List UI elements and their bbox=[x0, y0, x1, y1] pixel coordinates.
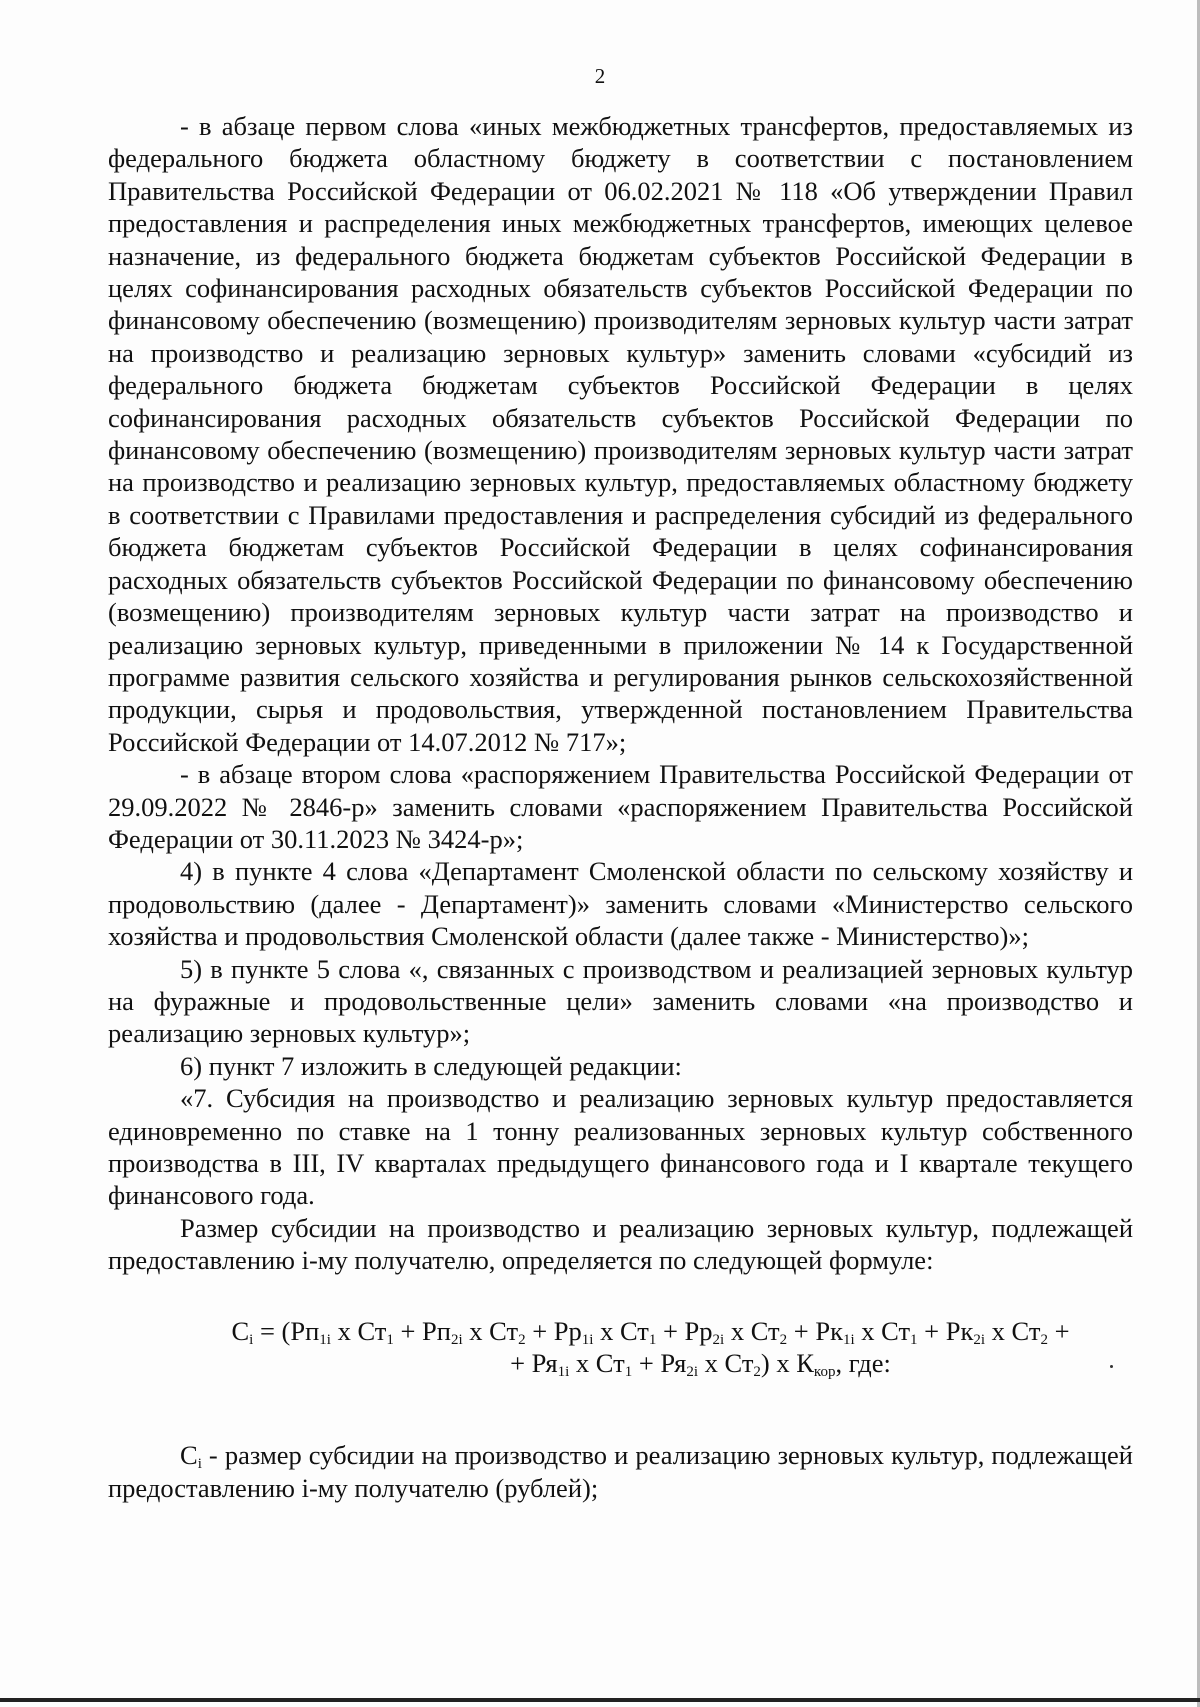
formula-line-1-text: + Рк bbox=[917, 1315, 974, 1346]
formula-line-2-terms bbox=[510, 1348, 891, 1381]
formula-line-1-subscript: 2 bbox=[779, 1331, 788, 1348]
subsidy-formula bbox=[108, 1315, 1133, 1380]
definition-symbol-subscript: i bbox=[197, 1456, 202, 1473]
formula-line-1-subscript: 1i bbox=[581, 1331, 594, 1348]
formula-line-1-text: + bbox=[1047, 1315, 1070, 1346]
formula-line-2-text: + Ря bbox=[510, 1348, 558, 1379]
formula-line-1-subscript: 2i bbox=[712, 1331, 725, 1348]
formula-line-1-text: x Ст bbox=[854, 1315, 911, 1346]
formula-line-1-text: = (Рп bbox=[253, 1315, 320, 1346]
formula-line-1-terms bbox=[253, 1316, 1069, 1346]
formula-line-1-text: x Ст bbox=[330, 1315, 387, 1346]
formula-line-2-subscript: 2 bbox=[753, 1364, 761, 1381]
formula-line-1-subscript: 2i bbox=[973, 1331, 986, 1348]
formula-line-2-text: x Ст bbox=[698, 1348, 754, 1379]
paragraph-item-7: «7. Субсидия на производство и реализацию зерновых культур предоставляется единовременно по ставке на 1 тонну реализованных зерновых культур собственного производства в III, IV кварталах предыдущего финансового года и I квартале текущего финансового года. bbox=[108, 1083, 1133, 1211]
formula-line-1-subscript: 1 bbox=[648, 1331, 657, 1348]
formula-line-1-text: x Ст bbox=[462, 1315, 519, 1346]
formula-line-1-text: x Ст bbox=[985, 1315, 1041, 1346]
formula-line-2-text: , где: bbox=[835, 1348, 891, 1379]
definition-text: - размер субсидии на производство и реализацию зерновых культур, подлежащей предоставлению i-му получателю (рублей); bbox=[108, 1440, 1133, 1503]
paragraph-1: - в абзаце первом слова «иных межбюджетных трансфертов, предоставляемых из федерального бюджета областному бюджету в соответствии с постановлением Правительства Российской Федерации от 06.02.2021 № 118 «Об утверждении Правил предоставления и распределения иных межбюджетных трансфертов, имеющих целевое назначение, из федерального бюджета бюджетам субъектов Российской Федерации в целях софинансирования расходных обязательств субъектов Российской Федерации по финансовому обеспечению (возмещению) производителям зерновых культур части затрат на производство и реализацию зерновых культур» заменить словами «субсидий из федерального бюджета бюджетам субъектов Российской Федерации в целях софинансирования расходных обязательств субъектов Российской Федерации по финансовому обеспечению (возмещению) производителям зерновых культур части затрат на производство и реализацию зерновых культур, предоставляемых областному бюджету в соответствии с Правилами предоставления и распределения субсидий из федерального бюджета бюджетам субъектов Российской Федерации в целях софинансирования расходных обязательств субъектов Российской Федерации по финансовому обеспечению (возмещению) производителям зерновых культур части затрат на производство и реализацию зерновых культур, приведенными в приложении № 14 к Государственной программе развития сельского хозяйства и регулирования рынков сельскохозяйственной продукции, сырья и продовольствия, утвержденной постановлением Правительства Российской Федерации от 14.07.2012 № 717»; bbox=[108, 111, 1133, 757]
formula-line-2-subscript: 1 bbox=[624, 1364, 633, 1381]
formula-line-1-subscript: 1 bbox=[386, 1331, 394, 1348]
formula-line-2 bbox=[108, 1347, 1133, 1379]
formula-line-1-text: + Рр bbox=[525, 1315, 582, 1346]
formula-line-1-text: + Рр bbox=[656, 1315, 713, 1346]
formula-line-2-subscript: кор bbox=[813, 1364, 836, 1381]
formula-line-1-text: x Ст bbox=[724, 1315, 780, 1346]
scan-speck bbox=[1110, 1365, 1113, 1368]
paragraph-2: - в абзаце втором слова «распоряжением Правительства Российской Федерации от 29.09.2022 № 2846-р» заменить словами «распоряжением Правительства Российской Федерации от 30.11.2023 № 3424-р»; bbox=[108, 759, 1133, 854]
formula-line-1-subscript: 2i bbox=[450, 1331, 463, 1348]
formula-line-1-subscript: 2 bbox=[1040, 1331, 1048, 1348]
formula-line-1-text: + Рк bbox=[787, 1315, 843, 1346]
formula-lhs-subscript: i bbox=[249, 1331, 254, 1348]
formula-line-1-subscript: 1i bbox=[842, 1331, 855, 1348]
formula-lhs: C bbox=[231, 1315, 250, 1346]
formula-line-2-subscript: 2i bbox=[686, 1364, 698, 1381]
paragraph-formula-intro: Размер субсидии на производство и реализацию зерновых культур, подлежащей предоставлению i-му получателю, определяется по следующей формуле: bbox=[108, 1212, 1133, 1276]
formula-line-1-text: x Ст bbox=[593, 1315, 649, 1346]
formula-line-1-subscript: 2 bbox=[518, 1331, 526, 1348]
formula-line-2-text: x Ст bbox=[569, 1348, 625, 1379]
definition-symbol: C bbox=[180, 1440, 198, 1471]
formula-line-2-text: + Ря bbox=[632, 1348, 687, 1379]
formula-line-1 bbox=[108, 1315, 1133, 1347]
definition-ci bbox=[108, 1439, 1133, 1504]
formula-line-1-text: + Рп bbox=[393, 1315, 451, 1346]
formula-line-2-text: ) x К bbox=[760, 1348, 814, 1379]
paragraph-item-6: 6) пункт 7 изложить в следующей редакции: bbox=[180, 1050, 682, 1081]
page-number: 2 bbox=[594, 64, 606, 88]
scan-bottom-line bbox=[0, 1698, 1200, 1702]
paragraph-item-4: 4) в пункте 4 слова «Департамент Смоленской области по сельскому хозяйству и продовольствию (далее - Департамент)» заменить словами «Министерство сельского хозяйства и продовольствия Смоленской области (далее также - Министерство)»; bbox=[108, 856, 1133, 952]
formula-line-2-subscript: 1i bbox=[557, 1364, 570, 1381]
formula-line-1-subscript: 1 bbox=[910, 1331, 918, 1348]
document-body bbox=[108, 110, 1133, 1504]
paragraph-item-5: 5) в пункте 5 слова «, связанных с производством и реализацией зерновых культур на фуражные и продовольственные цели» заменить словами «на производство и реализацию зерновых культур»; bbox=[108, 953, 1133, 1049]
formula-line-1-subscript: 1i bbox=[319, 1331, 331, 1348]
